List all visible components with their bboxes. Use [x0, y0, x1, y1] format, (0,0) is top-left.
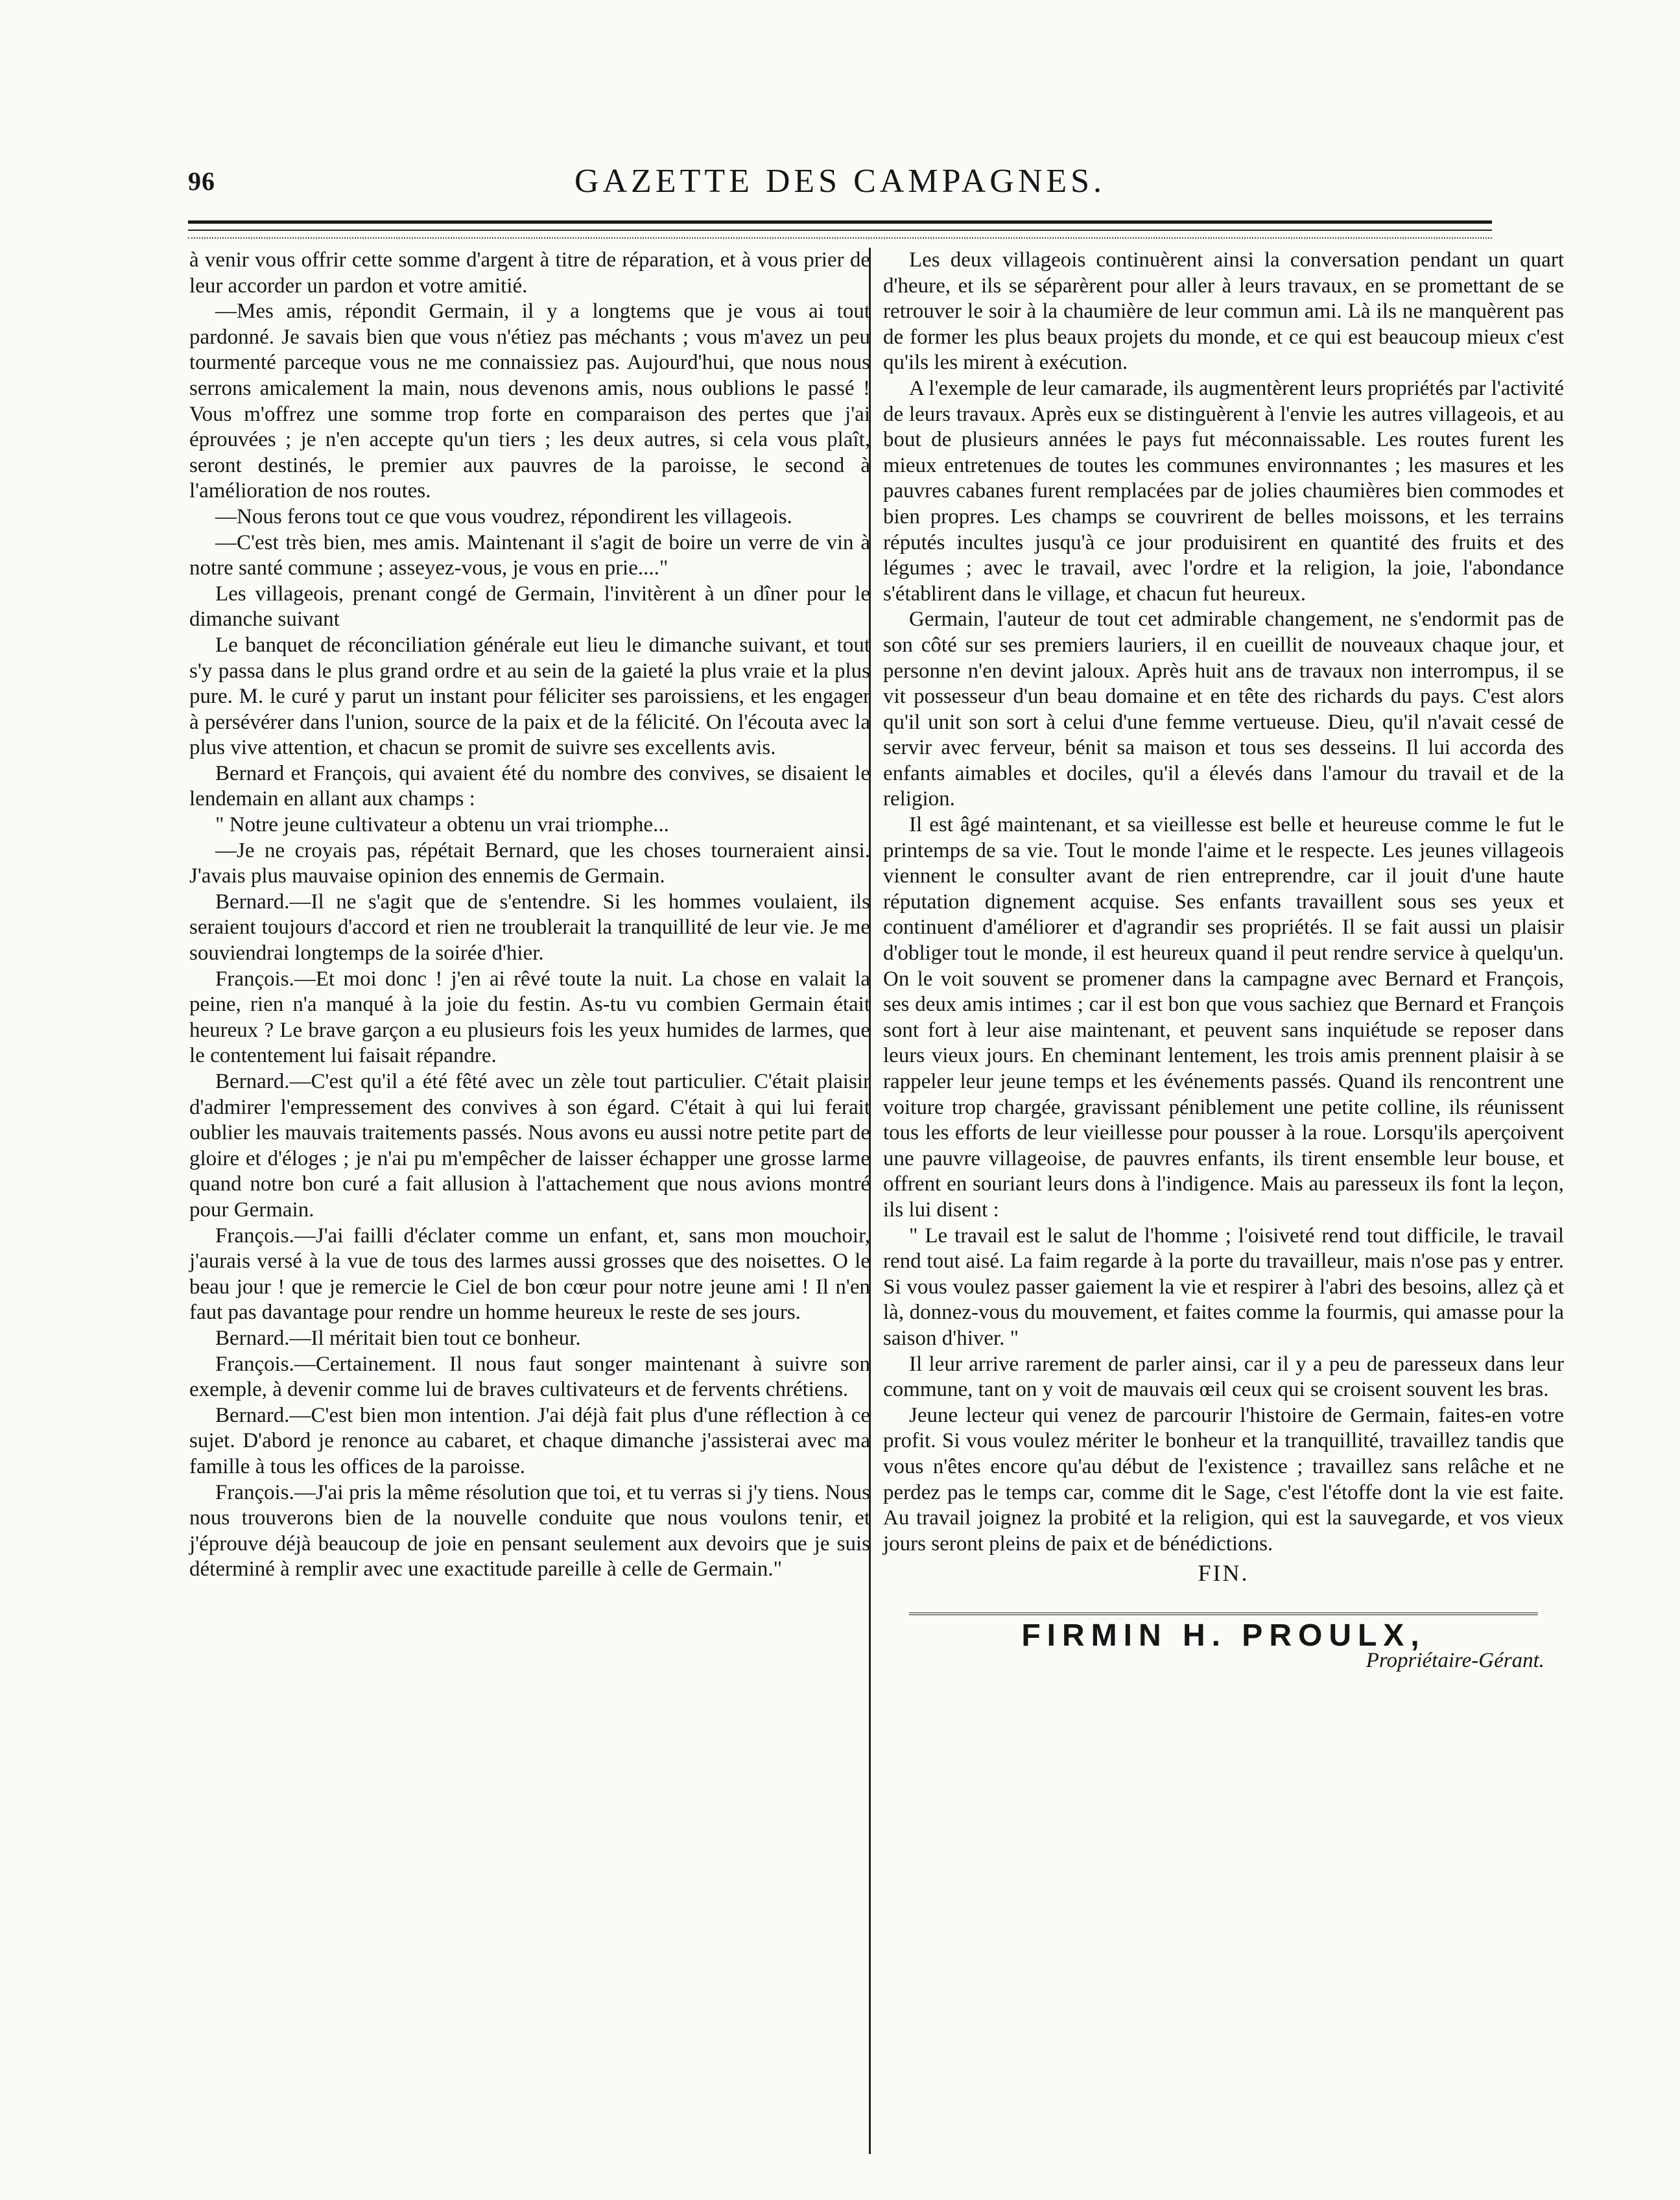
- dialogue-line: Bernard.—Il méritait bien tout ce bonheur.: [215, 1326, 581, 1350]
- dialogue-line: François.—Certainement. Il nous faut songer maintenant à suivre son exemple, à devenir comme lui de braves cultivateurs et de fervents chrétiens.: [189, 1352, 870, 1402]
- page-header: [188, 162, 1492, 207]
- paragraph: " Notre jeune cultivateur a obtenu un vrai triomphe...: [215, 813, 669, 837]
- dialogue-line: François.—Et moi donc ! j'en ai rêvé toute la nuit. La chose en valait la peine, rien n'a manqué à la joie du festin. As-tu vu combien Germain était heureux ? Le brave garçon a eu plusieurs fois les yeux humides de larmes, que le contentement lui faisait répandre.: [189, 967, 870, 1068]
- paragraph: Jeune lecteur qui venez de parcourir l'histoire de Germain, faites-en votre profit. Si vous voulez mériter le bonheur et la tranquillité, travaillez tandis que vous n'êtes encore qu'au début de l'existence ; travaillez sans relâche et ne perdez pas le temps car, comme dit le Sage, c'est l'étoffe dont la vie est faite. Au travail joignez la probité et la religion, qui est la sauvegarde, et vos vieux jours seront pleins de paix et de bénédictions.: [883, 1403, 1564, 1555]
- header-rule-dotted: [188, 237, 1492, 239]
- paragraph: Les deux villageois continuèrent ainsi la conversation pendant un quart d'heure, et ils se séparèrent pour aller à leurs travaux, en se promettant de se retrouver le soir à la chaumière de leur commun ami. Là ils ne manquèrent pas de former les plus beaux projets du monde, et ce qui est beaucoup mieux c'est qu'ils les mirent à exécution.: [883, 248, 1564, 375]
- end-mark: FIN.: [1198, 1560, 1249, 1587]
- newspaper-title: GAZETTE DES CAMPAGNES.: [574, 163, 1106, 200]
- dialogue-line: Bernard.—C'est qu'il a été fêté avec un zèle tout particulier. C'était plaisir d'admirer l'empressement des convives à son égard. C'était à qui lui ferait oublier les mauvais traitements passés. Nous avons eu aussi notre petite part de gloire et d'éloges ; je n'ai pu m'empêcher de laisser échapper une grosse larme quand notre bon curé a fait allusion à l'attachement que nous avions montré pour Germain.: [189, 1070, 870, 1222]
- left-column: [189, 248, 870, 1583]
- paragraph: " Le travail est le salut de l'homme ; l'oisiveté rend tout difficile, le travail rend tout aisé. La faim regarde à la porte du travailleur, mais n'ose pas y entrer. Si vous voulez passer gaiement la vie et respirer à l'abri des besoins, allez çà et là, donnez-vous du mouvement, et faites comme la fourmis, qui amasse pour la saison d'hiver. ": [883, 1224, 1564, 1350]
- paragraph: Bernard et François, qui avaient été du nombre des convives, se disaient le lendemain en allant aux champs :: [189, 761, 870, 811]
- column-divider: [869, 248, 871, 2154]
- header-rule-thick: [188, 220, 1492, 224]
- page-number: 96: [188, 167, 215, 196]
- paragraph: Il leur arrive rarement de parler ainsi, car il y a peu de paresseux dans leur commune, tant on y voit de mauvais œil ceux qui se croisent souvent les bras.: [883, 1352, 1564, 1402]
- dialogue-line: Bernard.—Il ne s'agit que de s'entendre. Si les hommes voulaient, ils seraient toujours d'accord et rien ne troublerait la tranquillité de leur vie. Je me souviendrai longtemps de la soirée d'hier.: [189, 890, 870, 965]
- dialogue-line: François.—J'ai pris la même résolution que toi, et tu verras si j'y tiens. Nous nous trouverons bien de la nouvelle conduite que nous voulons tenir, et j'éprouve déjà beaucoup de joie en pensant seulement aux devoirs que je suis déterminé à remplir avec une exactitude pareille à celle de Germain.": [189, 1480, 870, 1581]
- dialogue-line: Bernard.—C'est bien mon intention. J'ai déjà fait plus d'une réflection à ce sujet. D'abord je renonce au cabaret, et chaque dimanche j'assisterai avec ma famille à tous les offices de la paroisse.: [189, 1403, 870, 1478]
- paragraph: à venir vous offrir cette somme d'argent à titre de réparation, et à vous prier de leur accorder un pardon et votre amitié.: [189, 248, 870, 298]
- signature-name: FIRMIN H. PROULX,: [1021, 1618, 1426, 1653]
- paragraph: —Je ne croyais pas, répétait Bernard, que les choses tourneraient ainsi. J'avais plus mauvaise opinion des ennemis de Germain.: [189, 838, 870, 888]
- signature-rule: [909, 1613, 1538, 1615]
- paragraph: Il est âgé maintenant, et sa vieillesse est belle et heureuse comme le fut le printemps de sa vie. Tout le monde l'aime et le respecte. Les jeunes villageois viennent le consulter avant de rien entreprendre, car il jouit d'une haute réputation dignement acquise. Ses enfants travaillent sous ses yeux et continuent d'améliorer et d'agrandir ses propriétés. Il se fait aussi un plaisir d'obliger tout le monde, il est heureux quand il peut rendre service à quelqu'un. On le voit souvent se promener dans la campagne avec Bernard et François, ses deux amis intimes ; car il est bon que vous sachiez que Bernard et François sont fort à leur aise maintenant, et peuvent sans inquiétude se reposer dans leurs vieux jours. En cheminant lentement, les trois amis prennent plaisir à se rappeler leur jeune temps et les événements passés. Quand ils rencontrent une voiture trop chargée, gravissant péniblement une petite colline, ils réunissent tous les efforts de leur vieillesse pour pousser à la roue. Lorsqu'ils aperçoivent une pauvre villageoise, de pauvres enfants, ils tirent ensemble leur bouse, et offrent en souriant leurs dons à l'indigence. Mais au paresseux ils font la leçon, ils lui disent :: [883, 813, 1564, 1222]
- paragraph: Germain, l'auteur de tout cet admirable changement, ne s'endormit pas de son côté sur ses premiers lauriers, il en cueillit de nouveaux chaque jour, et personne n'en devint jaloux. Après huit ans de travaux non interrompus, il se vit possesseur d'un beau domaine et en tête des richards du pays. C'est alors qu'il unit son sort à celui d'une femme vertueuse. Dieu, qu'il n'avait cessé de servir avec ferveur, bénit sa maison et tous ses desseins. Il lui accorda des enfants aimables et dociles, qu'il a élevés dans l'amour du travail et de la religion.: [883, 608, 1564, 811]
- signature-role: Propriétaire-Gérant.: [1366, 1649, 1544, 1673]
- dialogue-line: François.—J'ai failli d'éclater comme un enfant, et, sans mon mouchoir, j'aurais versé à la vue de tous des larmes aussi grosses que des noisettes. O le beau jour ! que je remercie le Ciel de bon cœur pour notre jeune ami ! Il n'en faut pas davantage pour rendre un homme heureux le reste de ses jours.: [189, 1224, 870, 1325]
- paragraph: Les villageois, prenant congé de Germain, l'invitèrent à un dîner pour le dimanche suivant: [189, 582, 870, 632]
- paragraph: Le banquet de réconciliation générale eut lieu le dimanche suivant, et tout s'y passa dans le plus grand ordre et au sein de la gaieté la plus vraie et la plus pure. M. le curé y parut un instant pour féliciter ses paroissiens, et les engager à persévérer dans l'union, source de la paix et de la félicité. On l'écouta avec la plus vive attention, et chacun se promit de suivre ses excellents avis.: [189, 633, 870, 760]
- paragraph: —C'est très bien, mes amis. Maintenant il s'agit de boire un verre de vin à notre santé commune ; asseyez-vous, je vous en prie....": [189, 530, 870, 580]
- right-column: [883, 248, 1564, 1674]
- paragraph: A l'exemple de leur camarade, ils augmentèrent leurs propriétés par l'activité de leurs travaux. Après eux se distinguèrent à l'envie les autres villageois, et au bout de plusieurs années le pays fut méconnaissable. Les routes furent les mieux entretenues de toutes les communes environnantes ; les masures et les pauvres cabanes furent remplacées par de jolies chaumières bien commodes et bien propres. Les champs se couvrirent de belles moissons, et les terrains réputés incultes jusqu'à ce jour produisirent en quantité des fruits et des légumes ; avec le travail, avec l'ordre et la religion, la joie, l'abondance s'établirent dans le village, et chacun fut heureux.: [883, 376, 1564, 606]
- paragraph: —Nous ferons tout ce que vous voudrez, répondirent les villageois.: [215, 504, 792, 528]
- header-rule-thin: [188, 230, 1492, 231]
- paragraph: —Mes amis, répondit Germain, il y a longtems que je vous ai tout pardonné. Je savais bien que vous n'étiez pas méchants ; vous m'avez un peu tourmenté parceque vous ne me connaissiez pas. Aujourd'hui, que nous nous serrons amicalement la main, nous devenons amis, nous oublions le passé ! Vous m'offrez une somme trop forte en comparaison des pertes que j'ai éprouvées ; je n'en accepte qu'un tiers ; les deux autres, si cela vous plaît, seront destinés, le premier aux pauvres de la paroisse, le second à l'amélioration de nos routes.: [189, 300, 870, 503]
